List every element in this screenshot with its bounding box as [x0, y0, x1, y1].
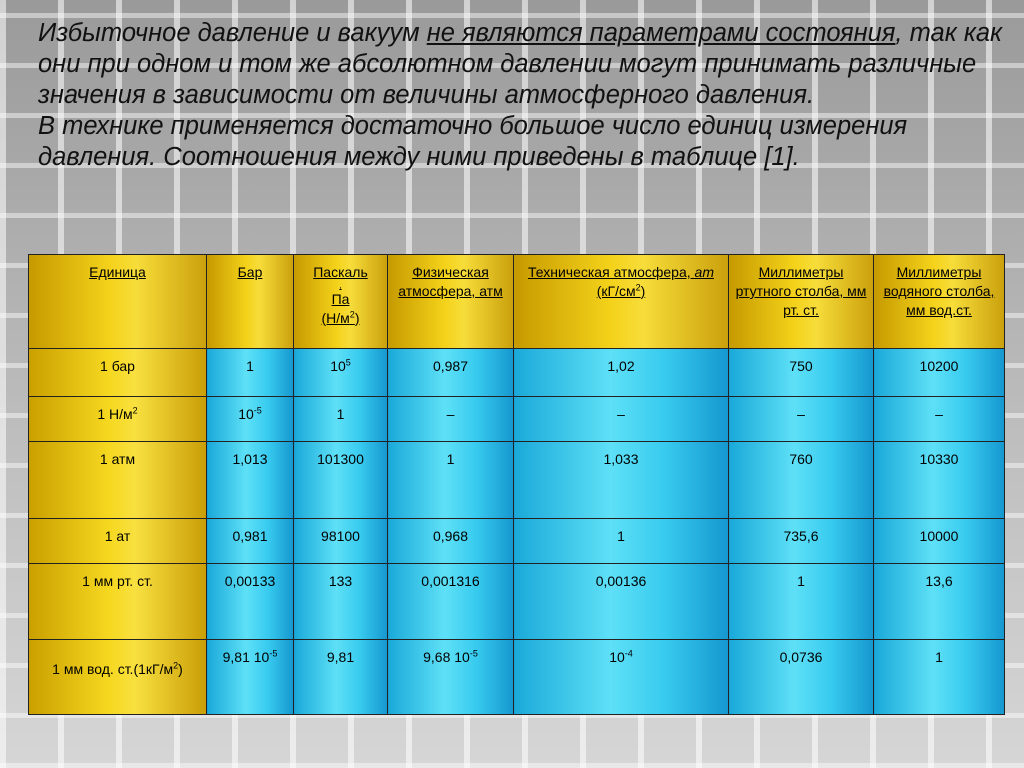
cell-bar: 0,981 — [207, 519, 294, 564]
cell-pa: $10^5$ — [294, 349, 388, 397]
cell-pa: 101300 — [294, 442, 388, 519]
pressure-units-table — [28, 254, 1005, 715]
cell-atm: 0,987 — [388, 349, 514, 397]
cell-at: 1,033 — [514, 442, 729, 519]
cell-mm-hg: 735,6 — [729, 519, 874, 564]
cell-at: – — [514, 397, 729, 442]
cell-atm: 0,968 — [388, 519, 514, 564]
cell-bar: 9,81 $10^{-5}$ — [207, 640, 294, 715]
intro-text — [38, 18, 1013, 173]
header-phys-atm: Физическая атмосфера, атм — [388, 255, 514, 349]
cell-bar: 1 — [207, 349, 294, 397]
cell-mm-water: 10330 — [874, 442, 1005, 519]
cell-mm-water: – — [874, 397, 1005, 442]
intro-paragraph-2: В технике применяется достаточно большое число единиц измерения давления. Соотношения между ними приведены в таблице [1]. — [38, 112, 908, 171]
cell-atm: – — [388, 397, 514, 442]
cell-atm: 0,001316 — [388, 564, 514, 640]
table-row — [29, 564, 1005, 640]
cell-bar: $10^{-5}$ — [207, 397, 294, 442]
cell-mm-water: 13,6 — [874, 564, 1005, 640]
cell-mm-hg: 1 — [729, 564, 874, 640]
cell-pa: 1 — [294, 397, 388, 442]
table-row — [29, 519, 1005, 564]
cell-pa: 9,81 — [294, 640, 388, 715]
row-label: 1 бар — [29, 349, 207, 397]
cell-at: 1,02 — [514, 349, 729, 397]
header-bar: Бар — [207, 255, 294, 349]
table-row — [29, 397, 1005, 442]
cell-mm-hg: 760 — [729, 442, 874, 519]
cell-mm-hg: 0,0736 — [729, 640, 874, 715]
cell-bar: 0,00133 — [207, 564, 294, 640]
header-row — [29, 255, 1005, 349]
cell-mm-hg: – — [729, 397, 874, 442]
table-row — [29, 349, 1005, 397]
header-pascal: Паскаль , Па $(Н/м^2)$ — [294, 255, 388, 349]
cell-bar: 1,013 — [207, 442, 294, 519]
header-mm-water: Миллиметры водяного столба, мм вод.ст. — [874, 255, 1005, 349]
intro-p1-end: , так как они при одном и том же абсолютном давлении могут принимать различные значения в зависимости от величины атмосферного давления. — [38, 19, 1003, 109]
cell-mm-water: 1 — [874, 640, 1005, 715]
row-label: 1 мм рт. ст. — [29, 564, 207, 640]
header-unit: Единица — [29, 255, 207, 349]
intro-p1-underlined: не являются параметрами состояния — [426, 19, 896, 47]
cell-mm-water: 10200 — [874, 349, 1005, 397]
intro-p1-start: Избыточное давление и вакуум — [38, 19, 427, 47]
table-row — [29, 640, 1005, 715]
cell-pa: 133 — [294, 564, 388, 640]
row-label: 1 ат — [29, 519, 207, 564]
intro-paragraph-1 — [38, 18, 1013, 111]
cell-at: $10^{-4}$ — [514, 640, 729, 715]
cell-mm-water: 10000 — [874, 519, 1005, 564]
cell-at: 1 — [514, 519, 729, 564]
row-label: 1 мм вод. $ст.(1кГ/м^2)$ — [29, 640, 207, 715]
cell-pa: 98100 — [294, 519, 388, 564]
row-label: 1 атм — [29, 442, 207, 519]
cell-at: 0,00136 — [514, 564, 729, 640]
table-row — [29, 442, 1005, 519]
cell-atm: 9,68 $10^{-5}$ — [388, 640, 514, 715]
row-label: 1 $Н/м^2$ — [29, 397, 207, 442]
cell-mm-hg: 750 — [729, 349, 874, 397]
cell-atm: 1 — [388, 442, 514, 519]
header-tech-atm: Техническая атмосфера, ат $(кГ/см^2)$ — [514, 255, 729, 349]
header-mm-hg: Миллиметры ртутного столба, мм рт. ст. — [729, 255, 874, 349]
